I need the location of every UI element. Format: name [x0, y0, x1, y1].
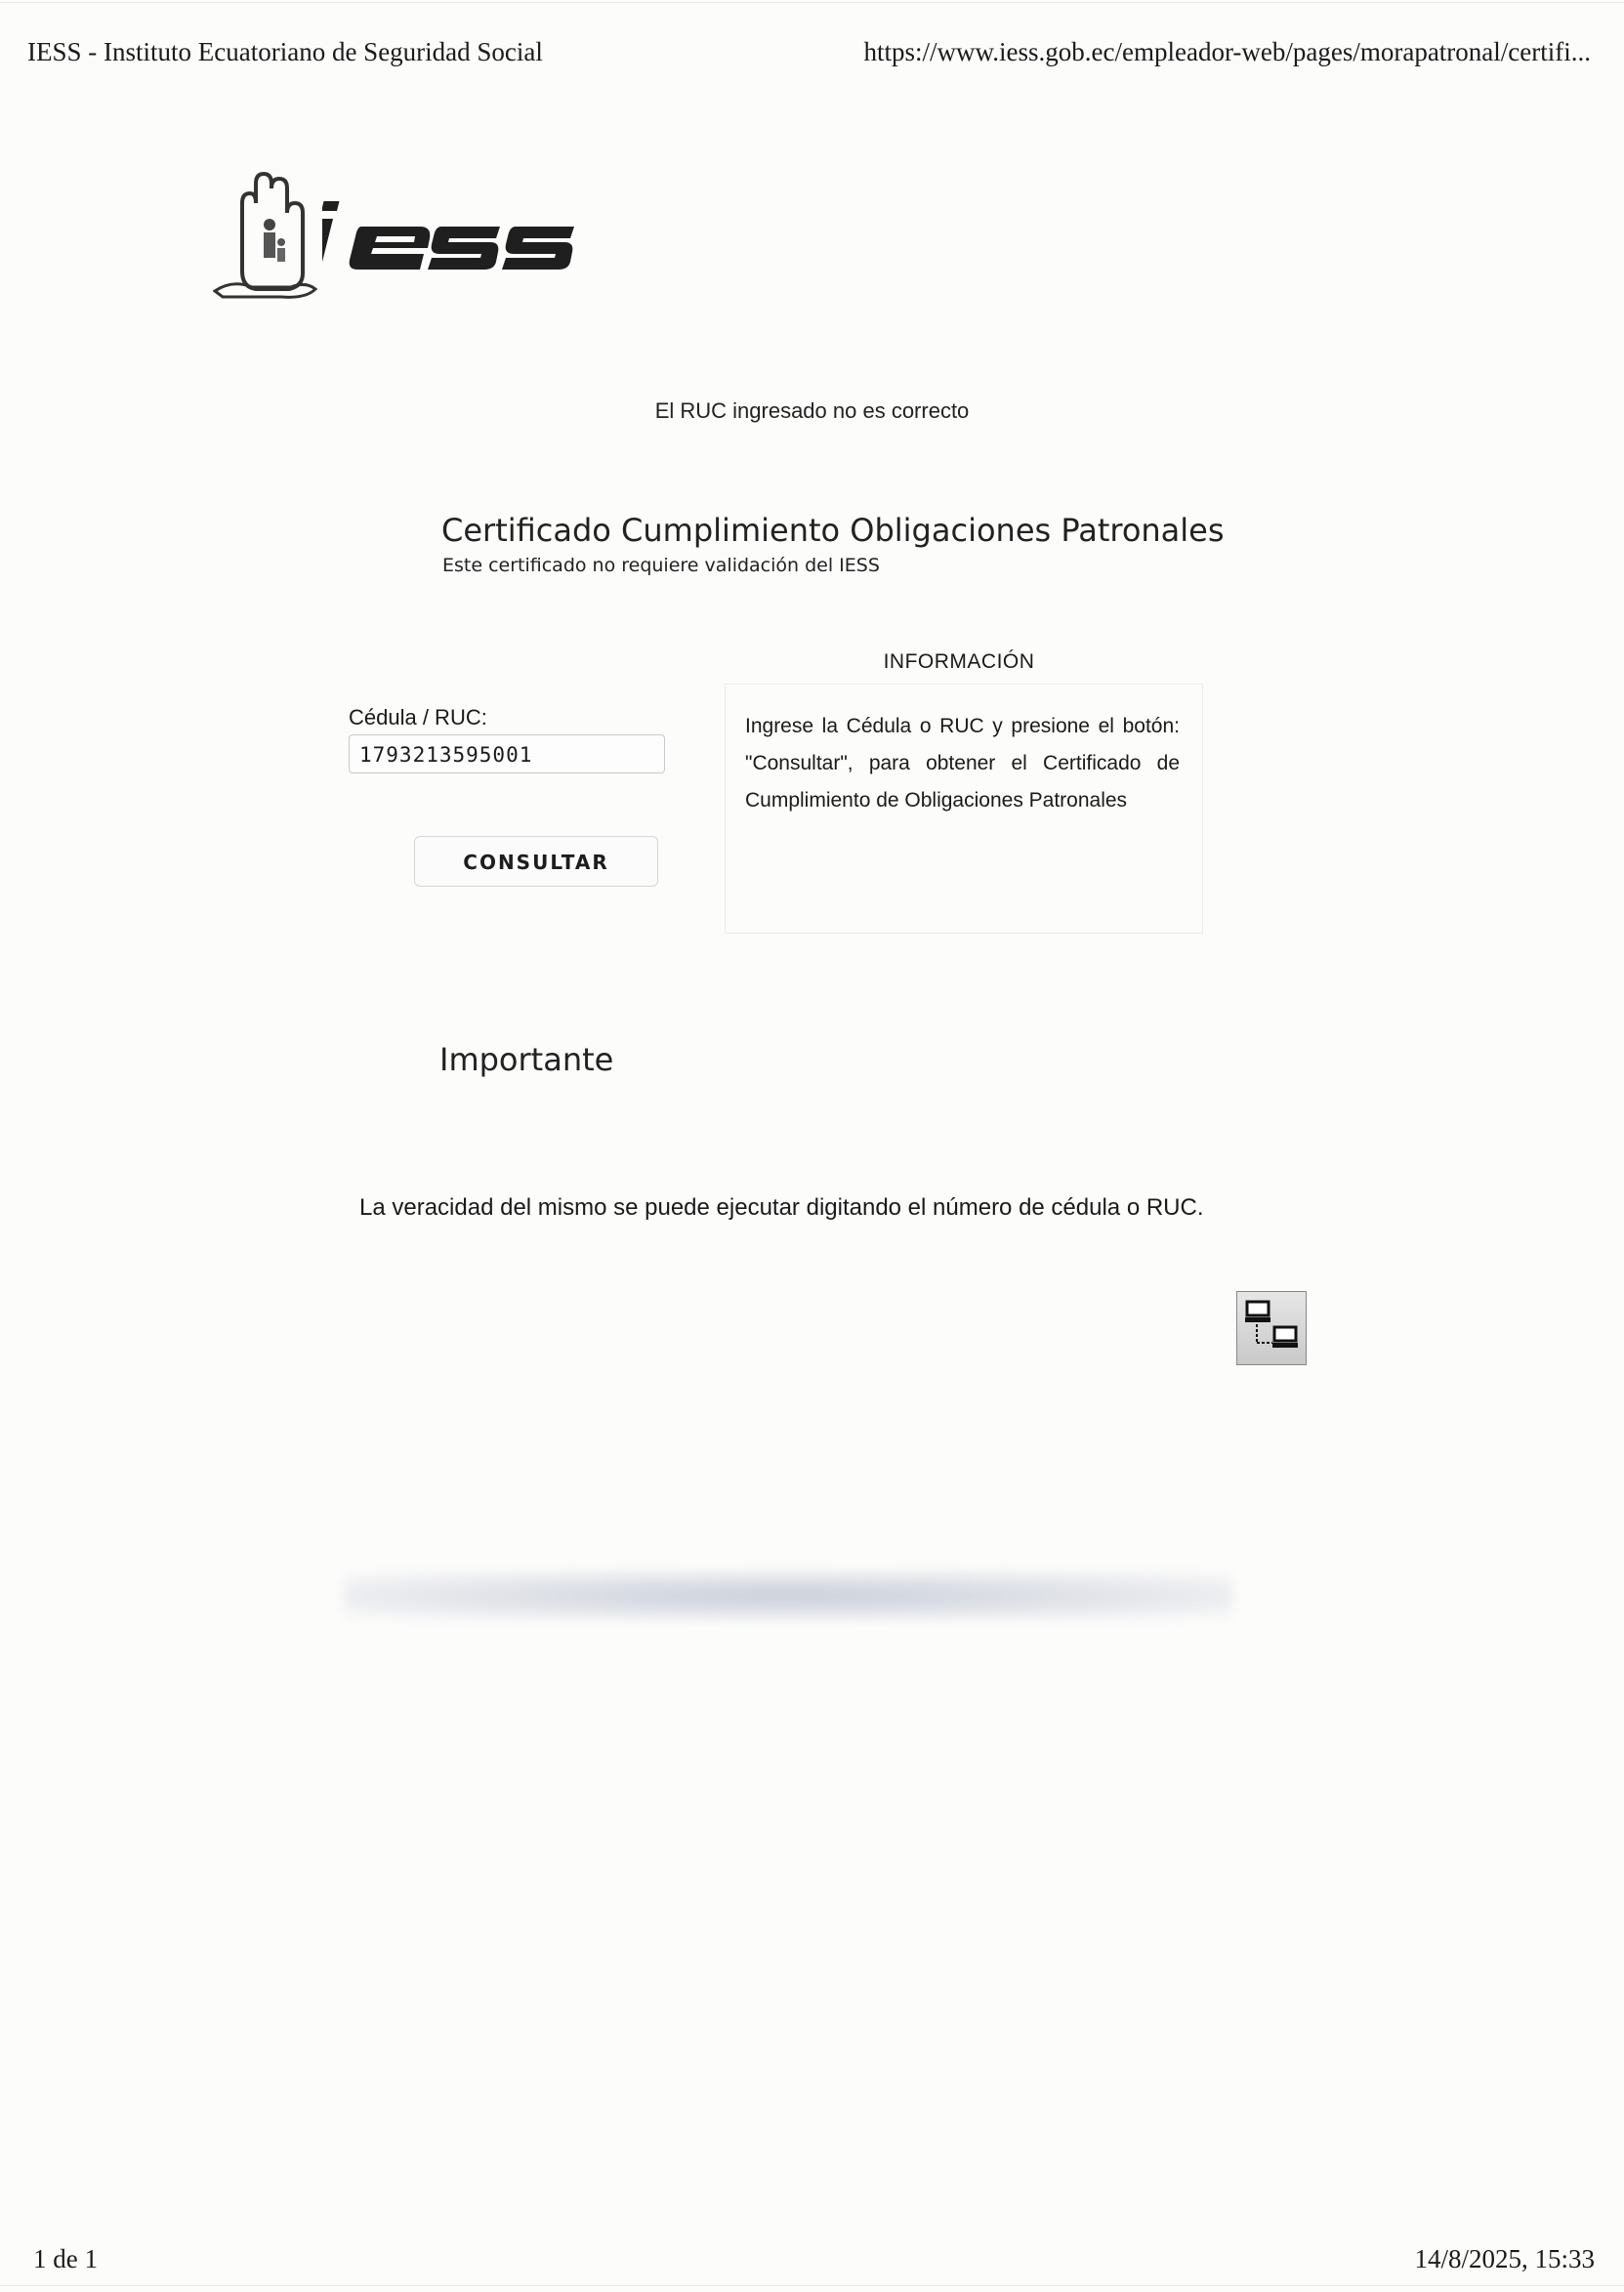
blurred-redaction [344, 1572, 1232, 1619]
error-message: El RUC ingresado no es correcto [654, 398, 970, 423]
print-footer-datetime: 14/8/2025, 15:33 [1414, 2244, 1595, 2273]
ruc-input[interactable]: 1793213595001 [349, 734, 665, 773]
info-text: Ingrese la Cédula o RUC y presione el botón: "Consultar", para obtener el Certificado de Cumplimiento de Obligaciones Patronales [745, 715, 1180, 812]
ruc-label: Cédula / RUC: [349, 705, 487, 729]
page-subtitle: Este certificado no requiere validación del IESS [442, 555, 880, 576]
top-edge [0, 2, 1624, 3]
network-computers-icon [1236, 1291, 1307, 1365]
info-box [725, 684, 1203, 934]
logo-wordmark [322, 184, 576, 313]
info-title: INFORMACIÓN [883, 650, 1035, 673]
print-footer-page: 1 de 1 [33, 2244, 98, 2273]
important-text: La veracidad del mismo se puede ejecutar digitando el número de cédula o RUC. [359, 1194, 1204, 1221]
print-header-title: IESS - Instituto Ecuatoriano de Seguridad Social [27, 37, 543, 66]
bottom-edge [0, 2285, 1624, 2286]
hand-family-icon [213, 164, 320, 301]
page-title: Certificado Cumplimiento Obligaciones Patronales [441, 512, 1225, 549]
important-title: Importante [439, 1041, 614, 1078]
iess-logo [213, 164, 574, 301]
print-header-url: https://www.iess.gob.ec/empleador-web/pages/morapatronal/certifi... [863, 37, 1591, 66]
consult-button[interactable]: CONSULTAR [414, 836, 658, 887]
